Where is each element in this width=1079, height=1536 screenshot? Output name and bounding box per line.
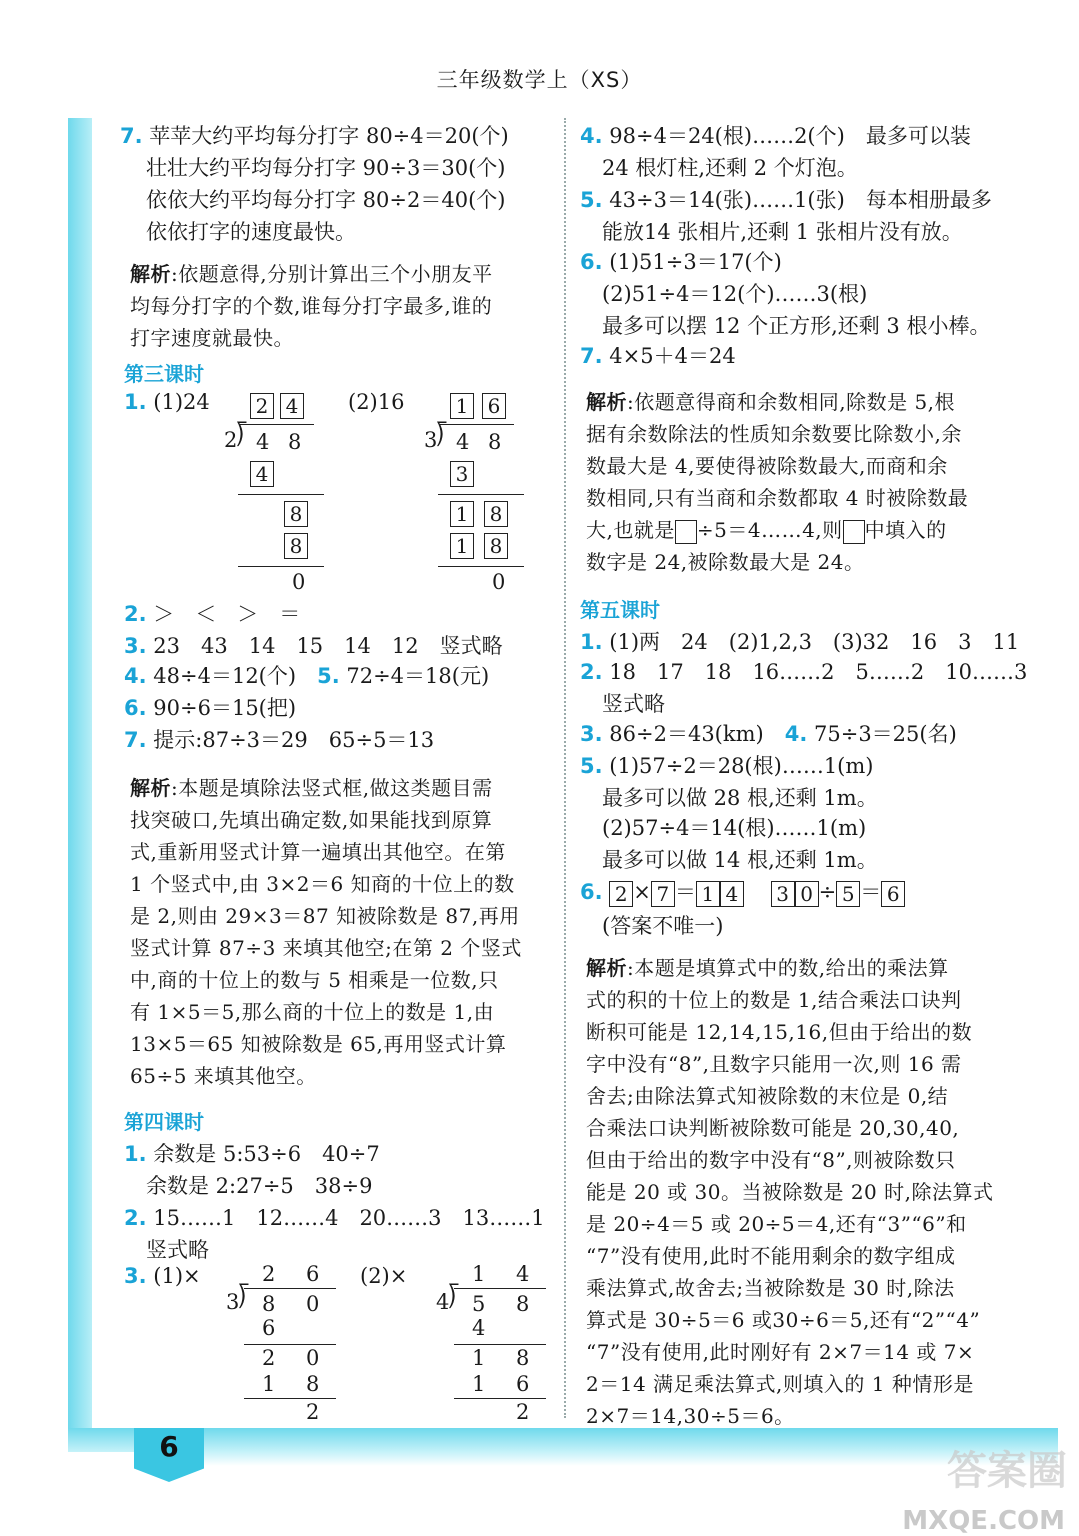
lesson3-answer-2: 2. ＞ ＜ ＞ ＝: [124, 602, 301, 626]
section-title-lesson-5: 第五课时: [580, 598, 660, 622]
answer-line: 依依打字的速度最快。: [146, 220, 356, 244]
analysis-line: 有 1×5＝5,那么商的十位上的数是 1,由: [130, 1000, 495, 1024]
dividend-digit: 4: [256, 430, 270, 454]
lesson5-answer-6: 6. 2 × 7 ＝ 1 4 3 0 ÷ 5 ＝ 6: [580, 876, 905, 907]
lesson3-answer-1b: (2)16: [348, 390, 405, 414]
filled-box: 1: [450, 393, 474, 419]
dividend-digit: 8: [488, 430, 502, 454]
analysis-block: 解析:本题是填算式中的数,给出的乘法算: [586, 956, 949, 980]
filled-box: 4: [280, 393, 304, 419]
answer-note: (答案不唯一): [602, 914, 724, 938]
watermark-logo: 答案圈: [947, 1448, 1067, 1494]
analysis-line: 2×7＝14,30÷5＝6。: [586, 1404, 795, 1428]
step-digit: 1: [262, 1372, 276, 1396]
answer-7-right: 7. 4×5＋4＝24: [580, 344, 736, 368]
answer-line: 壮壮大约平均每分打字 90÷3＝30(个): [146, 156, 506, 180]
answer-line: 竖式略: [602, 692, 665, 716]
answer-4: 4. 98÷4＝24(根)……2(个) 最多可以装: [580, 124, 971, 148]
filled-box: 2: [250, 393, 274, 419]
filled-box: 2: [609, 881, 633, 907]
lesson4-answer-3b: (2)×: [360, 1264, 408, 1288]
analysis-line: 65÷5 来填其他空。: [130, 1064, 317, 1088]
watermark-url: MXQE.COM: [902, 1506, 1065, 1536]
filled-box: 8: [284, 533, 308, 559]
answer-line: 能放14 张相片,还剩 1 张相片没有放。: [602, 220, 963, 244]
lesson3-answer-1: 1. (1)24: [124, 390, 210, 414]
lesson4-answer-3: 3. (1)×: [124, 1264, 201, 1288]
column-divider: [564, 118, 566, 1418]
analysis-line: 但由于给出的数字中没有“8”,则被除数只: [586, 1148, 956, 1172]
remainder: 0: [492, 570, 506, 594]
answer-line: 最多可以摆 12 个正方形,还剩 3 根小棒。: [602, 314, 991, 338]
page-header: 三年级数学上（XS）: [436, 68, 643, 92]
analysis-line: 算式是 30÷5＝6 或30÷6＝5,还有“2”“4”: [586, 1308, 981, 1332]
dividend-digit: 8: [262, 1292, 276, 1316]
analysis-line: 竖式计算 87÷3 来填其他空;在第 2 个竖式: [130, 936, 522, 960]
analysis-line: 据有余数除法的性质知余数要比除数小,余: [586, 422, 962, 446]
filled-box: 7: [651, 881, 675, 907]
filled-box: 4: [720, 881, 744, 907]
analysis-line: 中,商的十位上的数与 5 相乘是一位数,只: [130, 968, 499, 992]
lesson3-answer-6: 6. 90÷6＝15(把): [124, 696, 297, 720]
lesson3-answer-4-5: 4. 48÷4＝12(个) 5. 72÷4＝18(元): [124, 664, 490, 688]
quotient-digit: 4: [516, 1262, 530, 1286]
answer-7: 7. 苹苹大约平均每分打字 80÷4＝20(个): [120, 124, 509, 148]
filled-box: 3: [771, 881, 795, 907]
lesson4-answer-1: 1. 余数是 5:53÷6 40÷7: [124, 1142, 380, 1166]
analysis-line: 舍去;由除法算式知被除数的末位是 0,结: [586, 1084, 949, 1108]
dividend-digit: 4: [456, 430, 470, 454]
section-title-lesson-4: 第四课时: [124, 1110, 204, 1134]
page-frame-bottom-fade: [200, 1452, 1058, 1466]
analysis-line: 打字速度就最快。: [130, 326, 294, 350]
step-digit: 8: [516, 1346, 530, 1370]
dividend-digit: 8: [288, 430, 302, 454]
page-number: 6: [159, 1430, 179, 1463]
step-digit: 1: [472, 1346, 486, 1370]
divisor: 3: [226, 1290, 240, 1314]
step-digit: 0: [306, 1346, 320, 1370]
analysis-line: 式,重新用竖式计算一遍填出其他空。在第: [130, 840, 506, 864]
dividend-digit: 8: [516, 1292, 530, 1316]
filled-box: 0: [795, 881, 819, 907]
answer-line: 最多可以做 14 根,还剩 1m。: [602, 848, 878, 872]
answer-line: 竖式略: [146, 1238, 209, 1262]
quotient-digit: 1: [472, 1262, 486, 1286]
dividend-digit: 5: [472, 1292, 486, 1316]
filled-box: 1: [450, 533, 474, 559]
page-frame-bottom: [68, 1428, 1058, 1452]
analysis-line: 数相同,只有当商和余数都取 4 时被除数最: [586, 486, 969, 510]
step-digit: 6: [516, 1372, 530, 1396]
analysis-line: 是 2,则由 29×3＝87 知被除数是 87,再用: [130, 904, 520, 928]
analysis-line: “7”没有使用,此时刚好有 2×7＝14 或 7×: [586, 1340, 975, 1364]
filled-box: 3: [450, 461, 474, 487]
section-title-lesson-3: 第三课时: [124, 362, 204, 386]
empty-box: [675, 520, 697, 544]
lesson3-answer-7: 7. 提示:87÷3＝29 65÷5＝13: [124, 728, 435, 752]
step-digit: 6: [262, 1316, 276, 1340]
analysis-block: 解析:本题是填除法竖式框,做这类题目需: [130, 776, 493, 800]
divisor: 3: [424, 428, 438, 452]
answer-line: 24 根灯柱,还剩 2 个灯泡。: [602, 156, 858, 180]
analysis-line: 1 个竖式中,由 3×2＝6 知商的十位上的数: [130, 872, 515, 896]
analysis-line: 找突破口,先填出确定数,如果能找到原算: [130, 808, 493, 832]
remainder: 0: [292, 570, 306, 594]
analysis-line: 数最大是 4,要使得被除数最大,而商和余: [586, 454, 948, 478]
analysis-line: 乘法算式,故舍去;当被除数是 30 时,除法: [586, 1276, 955, 1300]
analysis-line: 均每分打字的个数,谁每分打字最多,谁的: [130, 294, 493, 318]
lesson5-answer-1: 1. (1)两 24 (2)1,2,3 (3)32 16 3 11: [580, 630, 1020, 654]
filled-box: 8: [484, 501, 508, 527]
analysis-line: 大,也就是 ÷5＝4……4,则 中填入的: [586, 518, 947, 542]
filled-box: 4: [250, 461, 274, 487]
analysis-line: 字中没有“8”,且数字只能用一次,则 16 需: [586, 1052, 962, 1076]
remainder: 2: [306, 1400, 320, 1424]
step-digit: 1: [472, 1372, 486, 1396]
remainder: 2: [516, 1400, 530, 1424]
answer-line: 最多可以做 28 根,还剩 1m。: [602, 786, 878, 810]
filled-box: 6: [482, 393, 506, 419]
quotient-digit: 6: [306, 1262, 320, 1286]
analysis-line: 是 20÷4＝5 或 20÷5＝4,还有“3”“6”和: [586, 1212, 967, 1236]
lesson4-answer-2: 2. 15……1 12……4 20……3 13……1: [124, 1206, 545, 1230]
step-digit: 8: [306, 1372, 320, 1396]
analysis-line: 式的积的十位上的数是 1,结合乘法口诀判: [586, 988, 962, 1012]
analysis-line: 能是 20 或 30。当被除数是 20 时,除法算式: [586, 1180, 994, 1204]
answer-5: 5. 43÷3＝14(张)……1(张) 每本相册最多: [580, 188, 992, 212]
filled-box: 1: [450, 501, 474, 527]
divisor: 4: [436, 1290, 450, 1314]
step-digit: 4: [472, 1316, 486, 1340]
dividend-digit: 0: [306, 1292, 320, 1316]
quotient-digit: 2: [262, 1262, 276, 1286]
analysis-line: “7”没有使用,此时不能用剩余的数字组成: [586, 1244, 956, 1268]
analysis-line: 断积可能是 12,14,15,16,但由于给出的数: [586, 1020, 973, 1044]
answer-6: 6. (1)51÷3＝17(个): [580, 250, 782, 274]
answer-line: 余数是 2:27÷5 38÷9: [146, 1174, 373, 1198]
filled-box: 8: [484, 533, 508, 559]
lesson5-answer-3-4: 3. 86÷2＝43(km) 4. 75÷3＝25(名): [580, 722, 957, 746]
filled-box: 8: [284, 501, 308, 527]
lesson3-answer-3: 3. 23 43 14 15 14 12 竖式略: [124, 634, 503, 658]
divisor: 2: [224, 428, 238, 452]
page-frame-left: [68, 118, 92, 1440]
answer-line: (2)51÷4＝12(个)……3(根): [602, 282, 868, 306]
answer-line: 依依大约平均每分打字 80÷2＝40(个): [146, 188, 506, 212]
analysis-block: 解析:依题意得商和余数相同,除数是 5,根: [586, 390, 956, 414]
analysis-line: 合乘法口诀判断被除数可能是 20,30,40,: [586, 1116, 960, 1140]
filled-box: 5: [836, 881, 860, 907]
filled-box: 6: [881, 881, 905, 907]
analysis-block: 解析:依题意得,分别计算出三个小朋友平: [130, 262, 493, 286]
filled-box: 1: [696, 881, 720, 907]
step-digit: 2: [262, 1346, 276, 1370]
analysis-line: 2＝14 满足乘法算式,则填入的 1 种情形是: [586, 1372, 974, 1396]
empty-box: [843, 520, 865, 544]
analysis-line: 数字是 24,被除数最大是 24。: [586, 550, 865, 574]
lesson5-answer-2: 2. 18 17 18 16……2 5……2 10……3: [580, 660, 1028, 684]
analysis-line: 13×5＝65 知被除数是 65,再用竖式计算: [130, 1032, 507, 1056]
lesson5-answer-5: 5. (1)57÷2＝28(根)……1(m): [580, 754, 874, 778]
answer-line: (2)57÷4＝14(根)……1(m): [602, 816, 867, 840]
